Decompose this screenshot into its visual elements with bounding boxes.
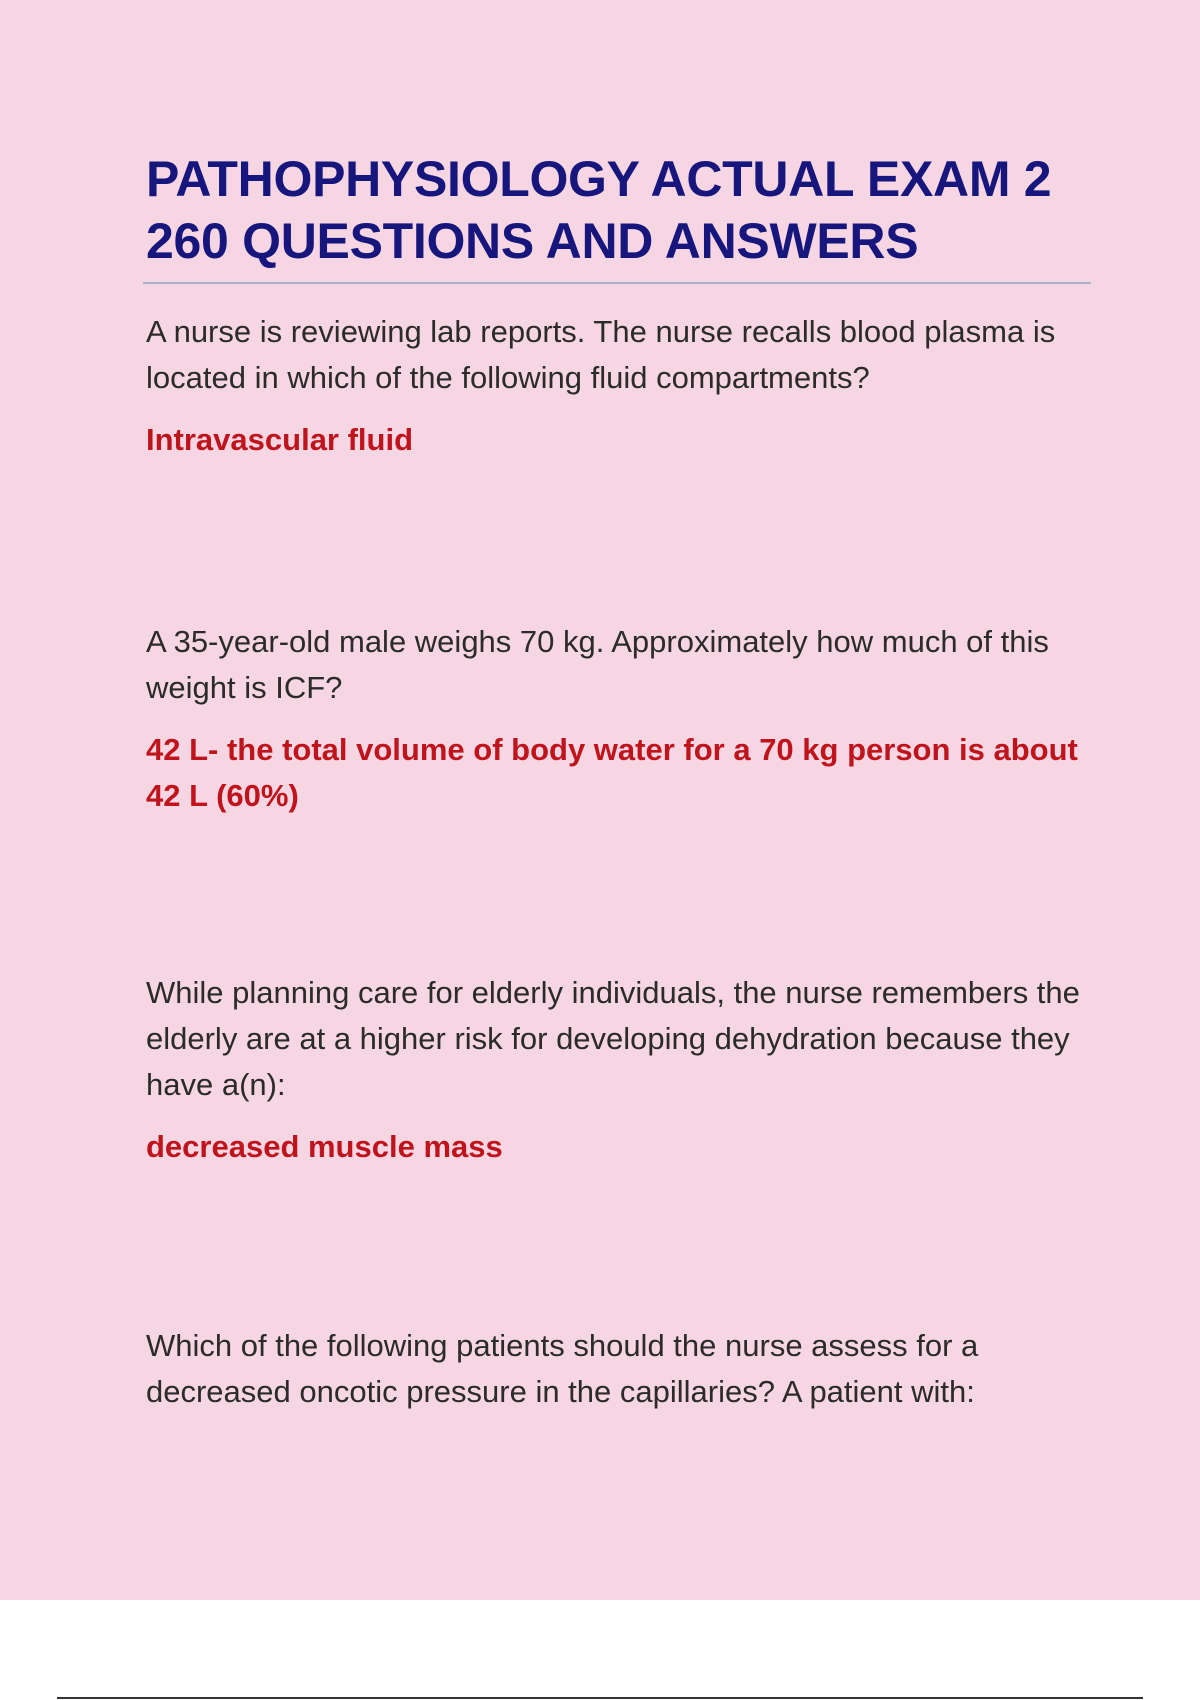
question-block <box>146 1323 1096 1415</box>
question-block <box>146 970 1096 1170</box>
question-text: While planning care for elderly individuals, the nurse remembers the elderly are at a higher risk for developing dehydration because they have a(n): <box>146 975 1080 1102</box>
answer-text: Intravascular fluid <box>146 422 414 457</box>
document-title <box>146 148 1096 272</box>
answer-text: decreased muscle mass <box>146 1129 503 1164</box>
question-text: A 35-year-old male weighs 70 kg. Approximately how much of this weight is ICF? <box>146 624 1049 705</box>
answer-text: 42 L- the total volume of body water for a 70 kg person is about 42 L (60%) <box>146 732 1078 813</box>
question-text: A nurse is reviewing lab reports. The nurse recalls blood plasma is located in which of the following fluid compartments? <box>146 314 1056 395</box>
title-divider <box>143 282 1091 284</box>
question-block <box>146 309 1096 463</box>
question-text: Which of the following patients should the nurse assess for a decreased oncotic pressure in the capillaries? A patient with: <box>146 1328 979 1409</box>
title-line-1: PATHOPHYSIOLOGY ACTUAL EXAM 2 <box>146 151 1052 207</box>
footer-divider <box>57 1697 1143 1699</box>
title-line-2: 260 QUESTIONS AND ANSWERS <box>146 213 919 269</box>
question-block <box>146 619 1096 819</box>
